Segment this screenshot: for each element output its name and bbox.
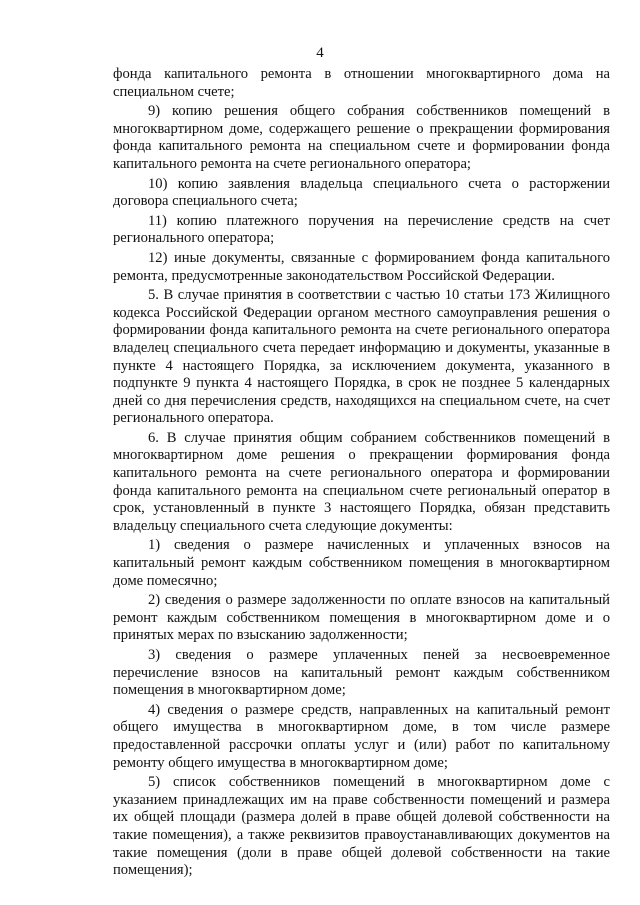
- paragraph-continuation: фонда капитального ремонта в отношении многоквартирного дома на специальном счете;: [113, 66, 610, 100]
- paragraph-subitem-1: 1) сведения о размере начисленных и уплаченных взносов на капитальный ремонт каждым собственником помещения в многоквартирном доме помесячно;: [113, 537, 610, 589]
- paragraph-clause-6: 6. В случае принятия общим собранием собственников помещений в многоквартирном доме решения о прекращении формирования фонда капитального ремонта на счете регионального оператора и формировании фонда капитального ремонта на специальном счете региональный оператор в срок, установленный в пункте 3 настоящего Порядка, обязан представить владельцу специального счета следующие документы:: [113, 429, 610, 534]
- page-number: 4: [316, 45, 324, 61]
- paragraph-clause-5: 5. В случае принятия в соответствии с частью 10 статьи 173 Жилищного кодекса Российской Федерации органом местного самоуправления решения о формировании фонда капитального ремонта на счете регионального оператора владелец специального счета передает информацию и документы, указанные в пункте 4 настоящего Порядка, за исключением документа, указанного в подпункте 9 пункта 4 настоящего Порядка, в срок не позднее 5 календарных дней со дня перечисления средств, находящихся на специальном счете, на счет регионального оператора.: [113, 287, 610, 427]
- paragraph-item-9: 9) копию решения общего собрания собственников помещений в многоквартирном доме, содержащего решение о прекращении формирования фонда капитального ремонта на специальном счете и формировании фонда капитального ремонта на счете регионального оператора;: [113, 103, 610, 172]
- paragraph-item-10: 10) копию заявления владельца специального счета о расторжении договора специального счета;: [113, 175, 610, 210]
- paragraph-subitem-5: 5) список собственников помещений в многоквартирном доме с указанием принадлежащих им на праве собственности помещений и размера их общей площади (размера долей в праве общей долевой собственности на такие помещения), а также реквизитов правоустанавливающих документов на такие помещения (доли в праве общей долевой собственности на такие помещения);: [113, 774, 610, 879]
- document-body: [113, 66, 610, 880]
- paragraph-subitem-2: 2) сведения о размере задолженности по оплате взносов на капитальный ремонт каждым собственником помещения в многоквартирном доме и о принятых мерах по взысканию задолженности;: [113, 592, 610, 644]
- paragraph-subitem-4: 4) сведения о размере средств, направленных на капитальный ремонт общего имущества в многоквартирном доме, в том числе размере предоставленной рассрочки оплаты услуг и (или) работ по капитальному ремонту общего имущества в многоквартирном доме;: [113, 701, 610, 771]
- paragraph-item-12: 12) иные документы, связанные с формированием фонда капитального ремонта, предусмотренные законодательством Российской Федерации.: [113, 249, 610, 284]
- paragraph-item-11: 11) копию платежного поручения на перечисление средств на счет регионального оператора;: [113, 212, 610, 247]
- paragraph-subitem-3: 3) сведения о размере уплаченных пеней за несвоевременное перечисление взносов на капитальный ремонт каждым собственником помещения в многоквартирном доме;: [113, 647, 610, 699]
